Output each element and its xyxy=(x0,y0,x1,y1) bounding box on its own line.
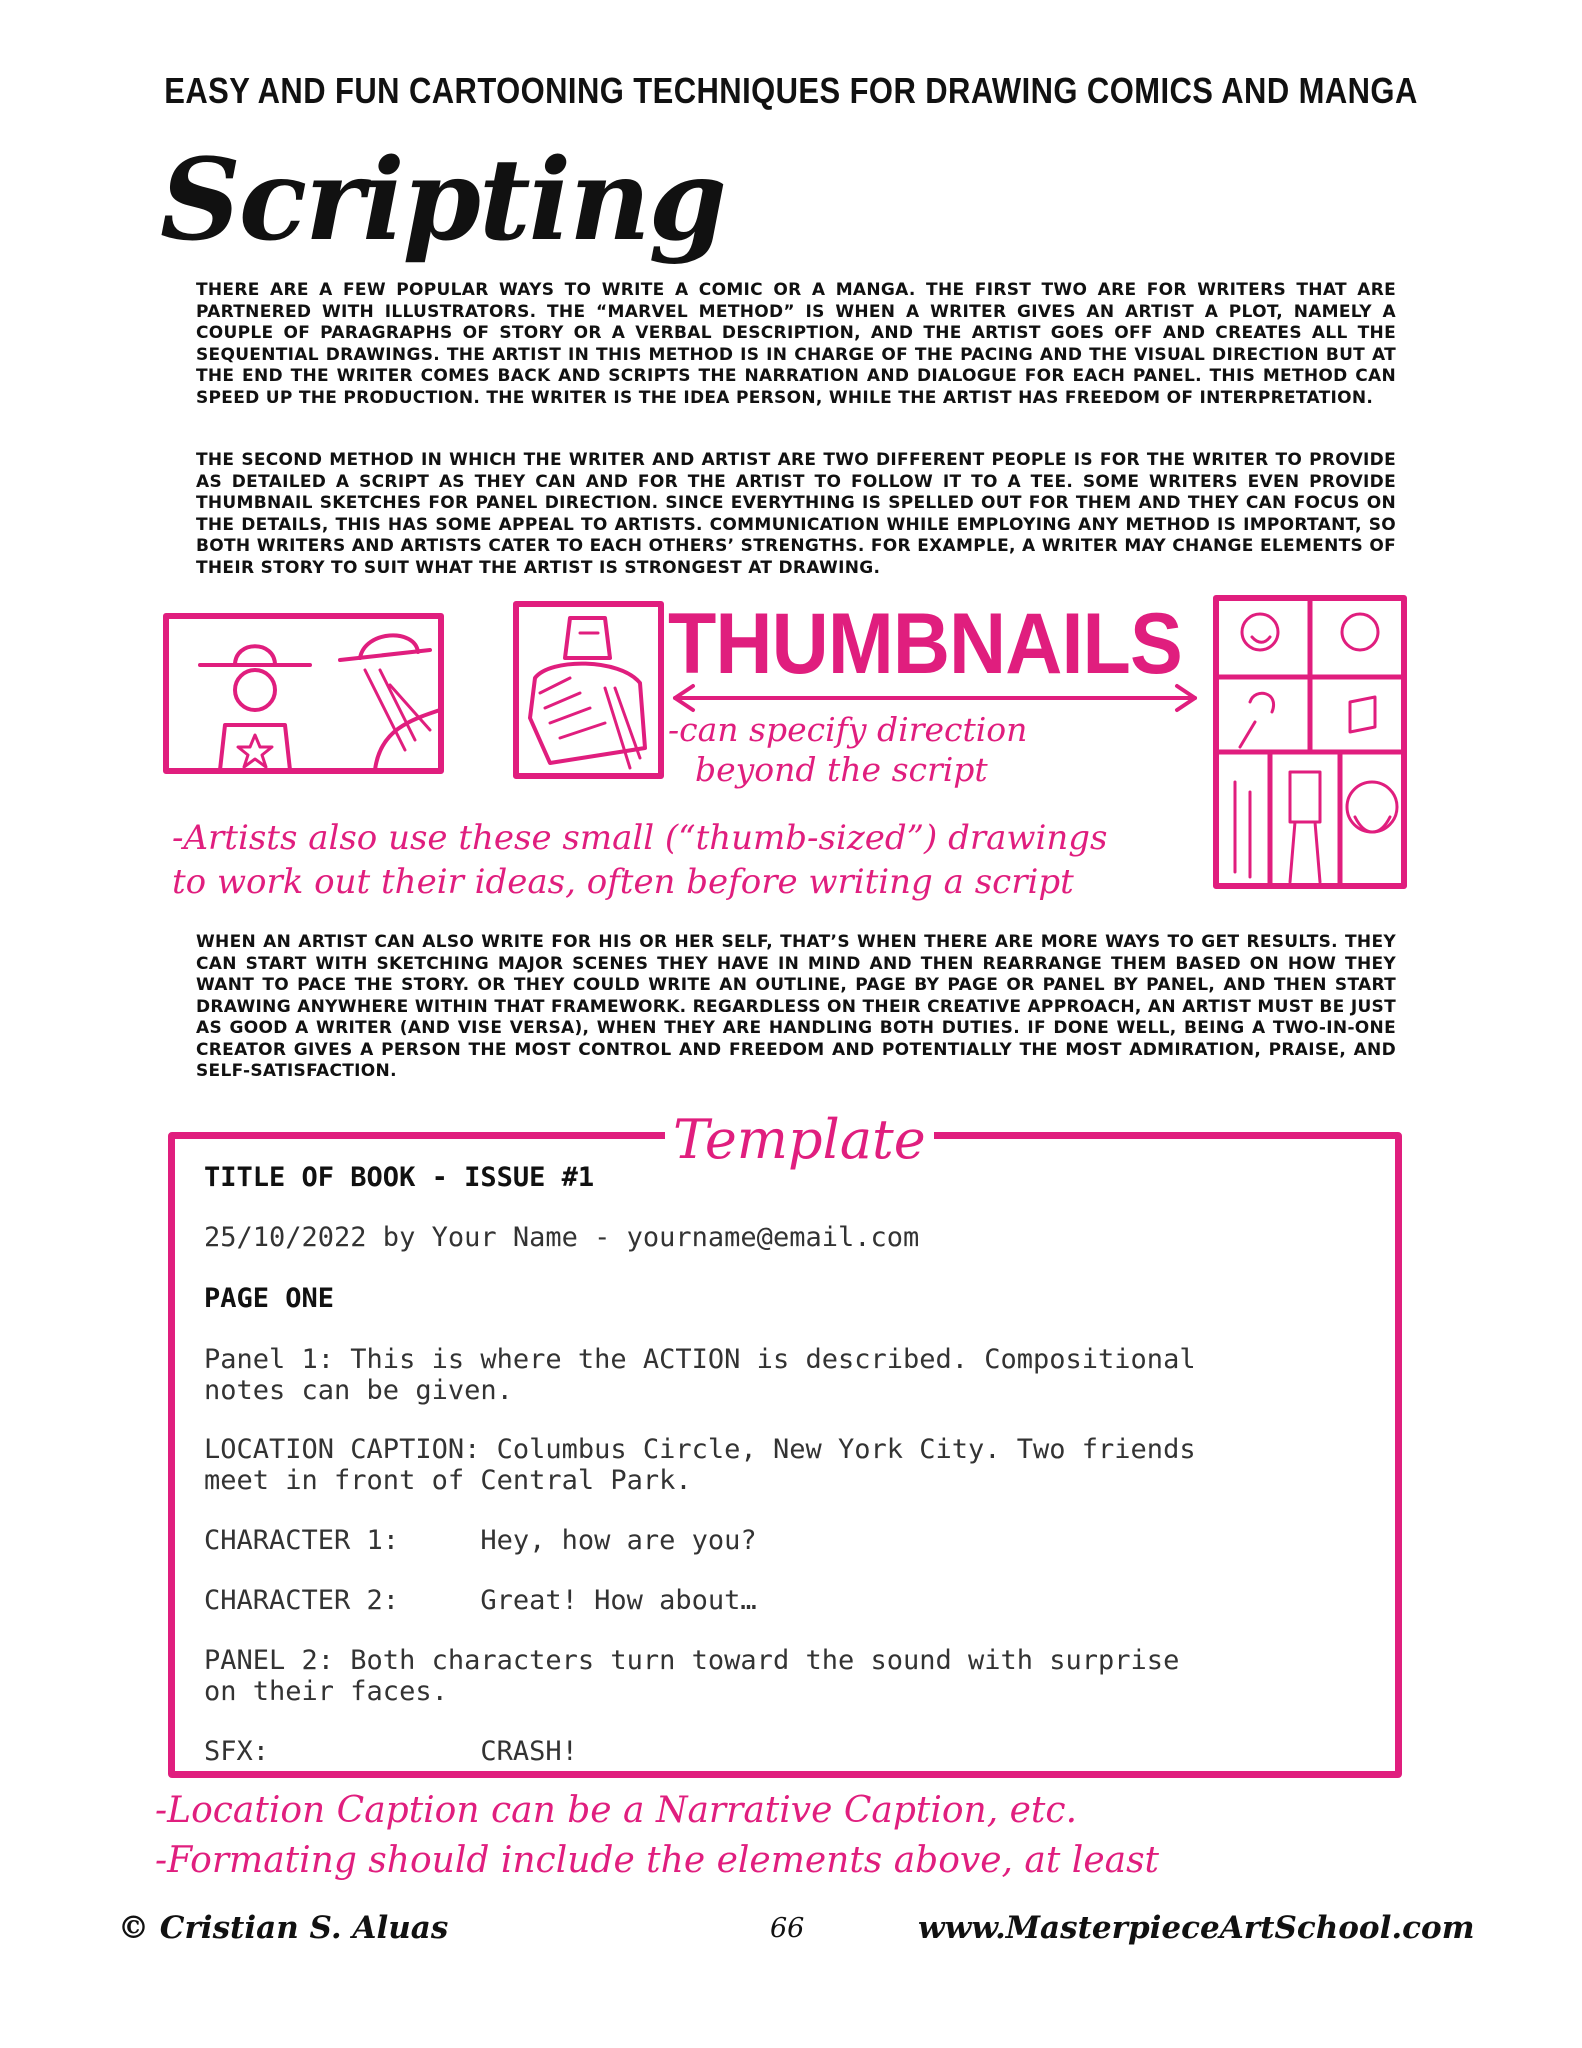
template-character-1-line: CHARACTER 1: Hey, how are you? xyxy=(204,1525,757,1556)
thumbnails-note-line-1: -can specify direction xyxy=(668,710,1028,749)
thumbnails-note-line-2: beyond the script xyxy=(695,750,988,789)
template-panel-2: PANEL 2: Both characters turn toward the sound with surprise on their faces. xyxy=(204,1645,1180,1707)
thumbnail-sketch-page-layout xyxy=(1210,592,1410,892)
thumbnail-sketch-robot xyxy=(510,598,670,783)
template-label: Template xyxy=(665,1108,934,1171)
template-location-caption: LOCATION CAPTION: Columbus Circle, New York City. Two friends meet in front of Central Park. xyxy=(204,1434,1196,1496)
page-header-title: EASY AND FUN CARTOONING TECHNIQUES FOR DRAWING COMICS AND MANGA xyxy=(164,70,1418,111)
thumbnails-heading: THUMBNAILS xyxy=(668,596,1182,692)
bottom-note-line-2: -Formating should include the elements above, at least xyxy=(155,1840,1160,1881)
template-page-heading: PAGE ONE xyxy=(204,1283,335,1314)
bottom-note-line-1: -Location Caption can be a Narrative Caption, etc. xyxy=(155,1790,1078,1831)
template-character-2-line: CHARACTER 2: Great! How about… xyxy=(204,1585,757,1616)
template-book-title: TITLE OF BOOK - ISSUE #1 xyxy=(204,1162,595,1193)
artists-note-line-2: to work out their ideas, often before writing a script xyxy=(172,862,1074,902)
template-sfx-line: SFX: CRASH! xyxy=(204,1736,578,1767)
footer-copyright: © Cristian S. Aluas xyxy=(118,1910,449,1946)
footer-page-number: 66 xyxy=(770,1913,805,1944)
paragraph-full-script-method: THE SECOND METHOD IN WHICH THE WRITER AND ARTIST ARE TWO DIFFERENT PEOPLE IS FOR THE WRITER TO PROVIDE AS DETAILED A SCRIPT AS THEY CAN AND FOR THE ARTIST TO FOLLOW IT TO A TEE. SOME WRITERS EVEN PROVIDE THUMBNAIL SKETCHES FOR PANEL DIRECTION. SINCE EVERYTHING IS SPELLED OUT FOR THEM AND THEY CAN FOCUS ON THE DETAILS, THIS HAS SOME APPEAL TO ARTISTS. COMMUNICATION WHILE EMPLOYING ANY METHOD IS IMPORTANT, SO BOTH WRITERS AND ARTISTS CATER TO EACH OTHERS’ STRENGTHS. FOR EXAMPLE, A WRITER MAY CHANGE ELEMENTS OF THEIR STORY TO SUIT WHAT THE ARTIST IS STRONGEST AT DRAWING. xyxy=(196,450,1396,578)
template-byline: 25/10/2022 by Your Name - yourname@email.com xyxy=(204,1222,920,1253)
footer-website-link[interactable]: www.MasterpieceArtSchool.com xyxy=(918,1910,1475,1946)
paragraph-marvel-method: THERE ARE A FEW POPULAR WAYS TO WRITE A COMIC OR A MANGA. THE FIRST TWO ARE FOR WRITERS THAT ARE PARTNERED WITH ILLUSTRATORS. THE “MARVEL METHOD” IS WHEN A WRITER GIVES AN ARTIST A PLOT, NAMELY A COUPLE OF PARAGRAPHS OF STORY OR A VERBAL DESCRIPTION, AND THE ARTIST GOES OFF AND CREATES ALL THE SEQUENTIAL DRAWINGS. THE ARTIST IN THIS METHOD IS IN CHARGE OF THE PACING AND THE VISUAL DIRECTION BUT AT THE END THE WRITER COMES BACK AND SCRIPTS THE NARRATION AND DIALOGUE FOR EACH PANEL. THIS METHOD CAN SPEED UP THE PRODUCTION. THE WRITER IS THE IDEA PERSON, WHILE THE ARTIST HAS FREEDOM OF INTERPRETATION. xyxy=(196,280,1396,408)
double-arrow-icon xyxy=(665,683,1205,713)
paragraph-artist-writer: WHEN AN ARTIST CAN ALSO WRITE FOR HIS OR HER SELF, THAT’S WHEN THERE ARE MORE WAYS TO GET RESULTS. THEY CAN START WITH SKETCHING MAJOR SCENES THEY HAVE IN MIND AND THEN REARRANGE THEM BASED ON HOW THEY WANT TO PACE THE STORY. OR THEY COULD WRITE AN OUTLINE, PAGE BY PAGE OR PANEL BY PANEL, AND THEN START DRAWING ANYWHERE WITHIN THAT FRAMEWORK. REGARDLESS ON THEIR CREATIVE APPROACH, AN ARTIST MUST BE JUST AS GOOD A WRITER (AND VISE VERSA), WHEN THEY ARE HANDLING BOTH DUTIES. IF DONE WELL, BEING A TWO-IN-ONE CREATOR GIVES A PERSON THE MOST CONTROL AND FREEDOM AND POTENTIALLY THE MOST ADMIRATION, PRAISE, AND SELF-SATISFACTION. xyxy=(196,932,1396,1081)
section-title: Scripting xyxy=(160,135,725,266)
template-panel-1: Panel 1: This is where the ACTION is described. Compositional notes can be given. xyxy=(204,1344,1196,1406)
thumbnail-sketch-cowboys xyxy=(160,610,450,780)
artists-note-line-1: -Artists also use these small (“thumb-sized”) drawings xyxy=(172,818,1108,858)
